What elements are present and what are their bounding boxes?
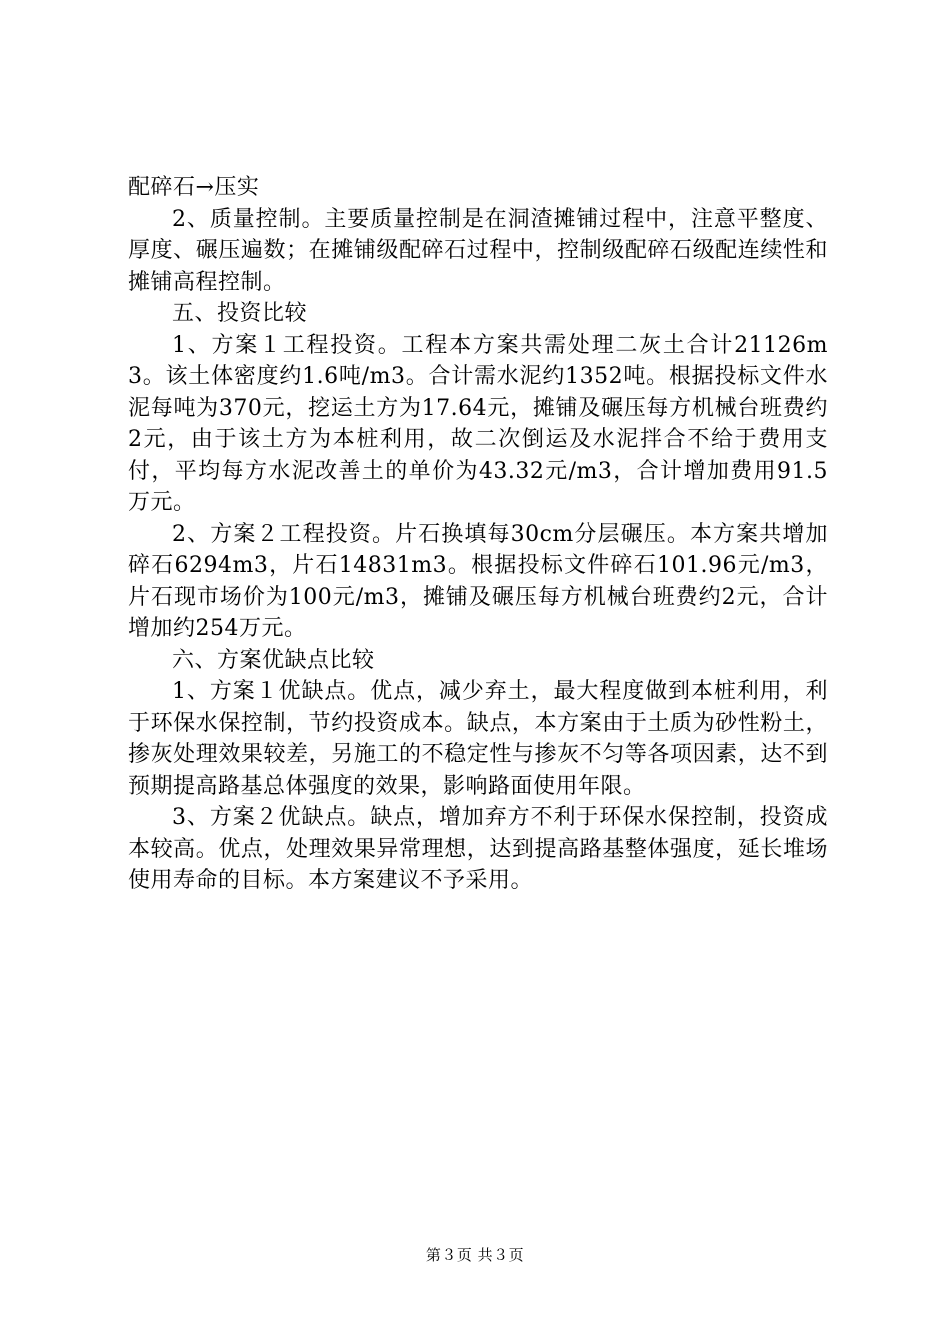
paragraph-plan2-pros-cons: 3、方案２优缺点。缺点，增加弃方不利于环保水保控制，投资成本较高。优点，处理效果异常理想，达到提高路基整体强度，延长堆场使用寿命的目标。本方案建议不予采用。 [128, 805, 828, 893]
paragraph-quality-control: 2、质量控制。主要质量控制是在洞渣摊铺过程中，注意平整度、厚度、碾压遍数；在摊铺级配碎石过程中，控制级配碎石级配连续性和摊铺高程控制。 [128, 206, 828, 295]
section-heading-investment: 五、投资比较 [172, 301, 308, 326]
paragraph-plan1-investment: 1、方案１工程投资。工程本方案共需处理二灰土合计21126m3。该土体密度约1.6吨/m3。合计需水泥约1352吨。根据投标文件水泥每吨为370元，挖运土方为17.64元，摊铺及碾压每方机械台班费约2元，由于该土方为本桩利用，故二次倒运及水泥拌合不给于费用支付，平均每方水泥改善土的单价为43.32元/m3，合计增加费用91.5万元。 [128, 332, 828, 515]
page-footer: 第３页 共３页 [425, 1246, 525, 1264]
document-body [128, 172, 828, 897]
section-heading-pros-cons: 六、方案优缺点比较 [172, 647, 375, 673]
paragraph-plan2-investment: 2、方案２工程投资。片石换填每30cm分层碾压。本方案共增加碎石6294m3，片石14831m3。根据投标文件碎石101.96元/m3，片石现市场价为100元/m3，摊铺及碾压每方机械台班费约2元，合计增加约254万元。 [128, 521, 828, 641]
paragraph-continuation: 配碎石→压实 [128, 175, 260, 200]
paragraph-plan1-pros-cons: 1、方案１优缺点。优点，减少弃土，最大程度做到本桩利用，利于环保水保控制，节约投资成本。缺点，本方案由于土质为砂性粉土，掺灰处理效果较差，另施工的不稳定性与掺灰不匀等各项因素，达不到预期提高路基总体强度的效果，影响路面使用年限。 [128, 679, 828, 799]
